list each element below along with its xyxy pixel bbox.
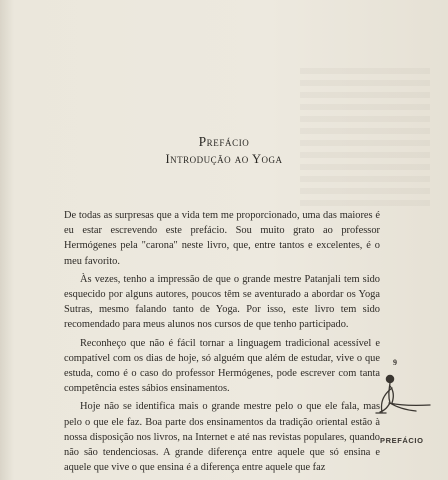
chapter-heading	[0, 133, 448, 168]
seated-yoga-pose-icon	[372, 372, 434, 420]
chapter-subtitle: Introdução ao Yoga	[165, 152, 283, 166]
page-number: 9	[393, 358, 397, 367]
body-text	[64, 208, 380, 478]
paragraph-1: De todas as surpresas que a vida tem me proporcionado, uma das maiores é eu estar escrevendo este prefácio. Sou muito grato ao professor Hermógenes pela "carona" neste livro, que, entre tantos e excelentes, é o meu favorito.	[64, 210, 380, 267]
paragraph-2: Às vezes, tenho a impressão de que o grande mestre Patanjali tem sido esquecido por alguns autores, poucos têm se aventurado a abordar os Yoga Sutras, mesmo falando tanto de Yoga. Por isso, este livro tem sido recomendado para meus alunos nos cursos de que tenho participado.	[64, 273, 380, 331]
paragraph-4: Hoje não se identifica mais o grande mestre pelo o que ele fala, mas pelo o que ele faz. Boa parte dos ensinamentos da tradição oriental estão à nossa disposição nos livros, na Internet e até nas revistas populares, quando não são tendenciosas. A grande diferença entre aquele que só ensina e aquele que vive o que ensina é a diferença entre aquele que faz	[64, 401, 380, 474]
paragraph-3: Reconheço que não é fácil tornar a linguagem tradicional acessível e compatível com os dias de hoje, só alguém que além de estudar, vive o que estuda, como é o caso do professor Hermógenes, pode escrever com tanta competência estes sábios ensinamentos.	[64, 337, 380, 395]
running-section-label: PREFÁCIO	[380, 436, 424, 445]
chapter-title: Prefácio	[198, 134, 250, 149]
